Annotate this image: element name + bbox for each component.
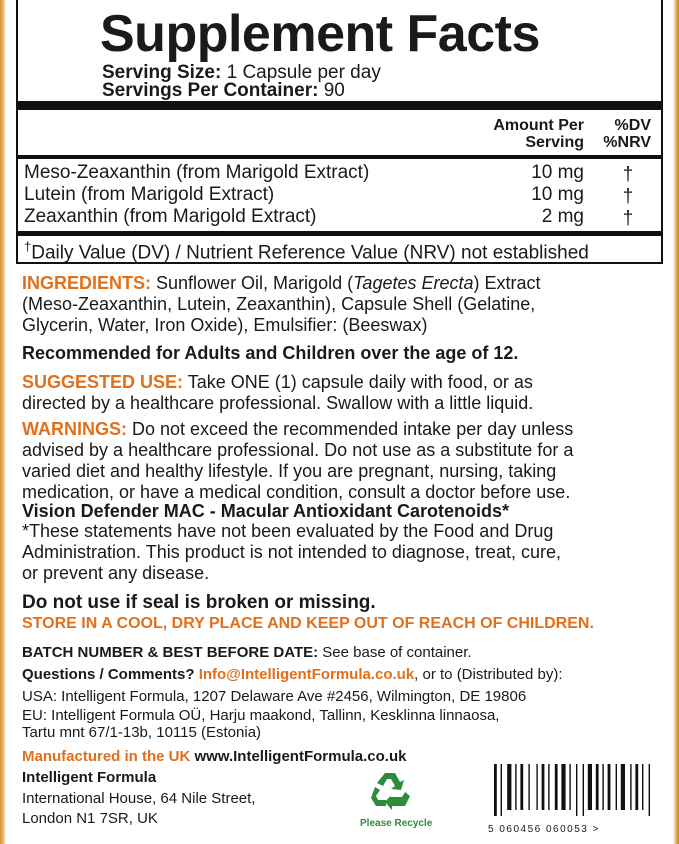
warnings-line2: advised by a healthcare professional. Do not use as a substitute for a (22, 440, 574, 460)
company-name: Intelligent Formula (22, 769, 157, 786)
dagger-mark: † (24, 239, 32, 254)
suggested-use-heading: SUGGESTED USE: (22, 372, 184, 392)
eu-address-line1: EU: Intelligent Formula OÜ, Harju maakond, Tallinn, Kesklinna linnaosa, (22, 707, 500, 724)
barcode-bar (494, 764, 497, 816)
nutrient-amount: 2 mg (541, 206, 584, 227)
company-address-line2: London N1 7SR, UK (22, 810, 158, 827)
nutrient-amount: 10 mg (531, 162, 584, 183)
nutrient-dv: † (622, 208, 634, 229)
nutrient-name: Zeaxanthin (from Marigold Extract) (24, 206, 317, 227)
barcode-bar (548, 764, 549, 810)
barcode-bar (507, 764, 511, 810)
barcode-bar (635, 764, 638, 810)
amount-header-line2: Serving (525, 133, 584, 151)
ingredients-heading: INGREDIENTS: (22, 273, 152, 293)
recycle-label: Please Recycle (360, 818, 433, 829)
warnings-line4: medication, or have a medical condition, consult a doctor before use. (22, 482, 571, 502)
ingredients-line3: Glycerin, Water, Iron Oxide), Emulsifier: (Beeswax) (22, 315, 428, 335)
dv-header-line2: %NRV (603, 133, 651, 151)
warnings-line3: varied diet and healthy lifestyle. If you are pregnant, nursing, taking (22, 461, 557, 481)
batch-label: BATCH NUMBER & BEST BEFORE DATE: (22, 644, 319, 661)
warnings-line1 (22, 420, 573, 438)
suggested-use-line1 (22, 373, 533, 391)
warnings-heading: WARNINGS: (22, 419, 127, 439)
barcode-bar (608, 764, 611, 810)
disclaimer-line2: Administration. This product is not intended to diagnose, treat, cure, (22, 542, 561, 562)
eu-address-line2: Tartu mnt 67/1-13b, 10115 (Estonia) (22, 724, 262, 741)
barcode-bar (555, 764, 558, 810)
nutrient-amount: 10 mg (531, 184, 584, 205)
header-divider (16, 155, 663, 159)
barcode-bar (649, 764, 650, 816)
ingredients-text: Sunflower Oil, Marigold ( (151, 273, 354, 293)
contact-email-link[interactable]: Info@IntelligentFormula.co.uk (198, 666, 415, 683)
product-name: Vision Defender MAC - Macular Antioxidant Carotenoids* (22, 501, 510, 521)
barcode-bar (621, 764, 625, 810)
barcode-bar (501, 764, 502, 816)
nutrient-dv: † (622, 164, 634, 185)
barcode-bar (561, 764, 565, 810)
recycle-icon (368, 770, 412, 810)
nutrient-dv: † (622, 186, 634, 207)
dv-header-line1: %DV (614, 117, 651, 134)
amount-header (470, 118, 584, 152)
contact-label: Questions / Comments? (22, 666, 195, 683)
facts-title: Supplement Facts (100, 5, 540, 63)
barcode-bar (528, 764, 529, 810)
barcode-bar (596, 764, 599, 810)
barcode-bar (616, 764, 617, 810)
barcode-number: 5 060456 060053 > (488, 824, 600, 835)
suggested-use-line2: directed by a healthcare professional. Swallow with a little liquid. (22, 393, 534, 413)
thick-divider (16, 101, 663, 110)
ingredients-latin-name: Tagetes Erecta (353, 273, 474, 293)
serving-size-value: 1 Capsule per day (226, 62, 381, 83)
barcode-bar (542, 764, 545, 810)
barcode-bar (520, 764, 523, 810)
batch-info (22, 644, 472, 661)
barcode-bar (588, 764, 592, 810)
storage-instructions: STORE IN A COOL, DRY PLACE AND KEEP OUT OF REACH OF CHILDREN. (22, 615, 594, 632)
barcode-bar (602, 764, 603, 810)
disclaimer-line1: *These statements have not been evaluated by the Food and Drug (22, 521, 554, 541)
amount-header-line1: Amount Per (493, 117, 584, 134)
made-in-uk: Manufactured in the UK (22, 748, 191, 765)
ingredients-line2: (Meso-Zeaxanthin, Lutein, Zeaxanthin), Capsule Shell (Gelatine, (22, 294, 536, 314)
footnote (24, 240, 589, 262)
barcode-bar (569, 764, 570, 810)
barcode (490, 764, 658, 816)
serving-size-label: Serving Size: (102, 62, 222, 83)
company-address-line1: International House, 64 Nile Street, (22, 790, 256, 807)
ingredients-line1 (22, 274, 541, 292)
nutrient-name: Lutein (from Marigold Extract) (24, 184, 275, 205)
website-link[interactable]: www.IntelligentFormula.co.uk (194, 748, 407, 765)
barcode-bar (642, 764, 643, 810)
usa-address: USA: Intelligent Formula, 1207 Delaware Ave #2456, Wilmington, DE 19806 (22, 688, 527, 705)
barcode-bar (536, 764, 537, 810)
batch-value: See base of container. (318, 644, 472, 661)
barcode-bar (576, 764, 577, 816)
contact-text: , or to (Distributed by): (414, 666, 563, 683)
servings-per-container (102, 81, 345, 100)
recommended-text: Recommended for Adults and Children over the age of 12. (22, 343, 519, 363)
servings-label: Servings Per Container: (102, 80, 319, 101)
barcode-bar (630, 764, 631, 810)
dv-header (596, 118, 651, 152)
servings-value: 90 (323, 80, 345, 101)
contact-line (22, 666, 563, 683)
barcode-bar (515, 764, 516, 810)
disclaimer-line3: or prevent any disease. (22, 563, 210, 583)
barcode-bar (583, 764, 584, 816)
bottom-divider (16, 231, 663, 236)
ingredients-text: ) Extract (473, 273, 541, 293)
warnings-text: Do not exceed the recommended intake per day unless (127, 419, 574, 439)
nutrient-name: Meso-Zeaxanthin (from Marigold Extract) (24, 162, 370, 183)
seal-warning: Do not use if seal is broken or missing. (22, 592, 376, 613)
manufacturer-line (22, 748, 406, 765)
footnote-text: Daily Value (DV) / Nutrient Reference Value (NRV) not established (31, 242, 589, 264)
suggested-use-text: Take ONE (1) capsule daily with food, or as (183, 372, 533, 392)
